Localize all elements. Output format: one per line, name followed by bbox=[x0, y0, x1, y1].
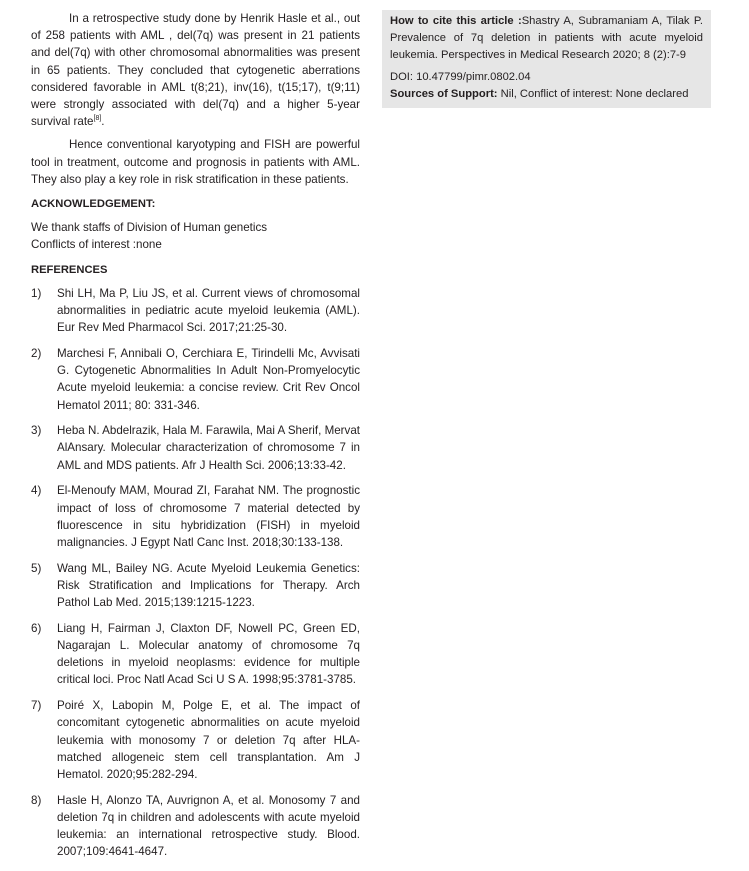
reference-item bbox=[31, 482, 360, 551]
reference-text: Heba N. Abdelrazik, Hala M. Farawila, Mai A Sherif, Mervat AlAnsary. Molecular characterization of chromosome 7 in AML and MDS patients. Afr J Health Sci. 2006;13:33-42. bbox=[57, 424, 360, 472]
reference-item bbox=[31, 560, 360, 612]
sources-of-support bbox=[390, 86, 703, 103]
conflicts-text: Conflicts of interest :none bbox=[31, 238, 162, 252]
how-to-cite bbox=[390, 13, 703, 65]
reference-text: El-Menoufy MAM, Mourad ZI, Farahat NM. The prognostic impact of loss of chromosome 7 material detected by fluorescence in situ hybridization (FISH) in myeloid malignancies. J Egypt Natl Canc Inst. 2018;30:133-138. bbox=[57, 484, 360, 549]
references-list bbox=[31, 285, 360, 861]
cite-text: Shastry A, Subramaniam A, Tilak P. Prevalence of 7q deletion in patients with acute myeloid leukemia. Perspectives in Medical Research 2020; 8 (2):7-9 bbox=[390, 15, 703, 62]
reference-item bbox=[31, 422, 360, 474]
support-label: Sources of Support: bbox=[390, 87, 498, 100]
reference-item bbox=[31, 792, 360, 861]
reference-number: 5) bbox=[31, 561, 42, 575]
reference-number: 8) bbox=[31, 793, 42, 807]
reference-item bbox=[31, 345, 360, 414]
references-heading: REFERENCES bbox=[31, 263, 108, 276]
reference-text: Hasle H, Alonzo TA, Auvrignon A, et al. Monosomy 7 and deletion 7q in children and adolescents with acute myeloid leukemia: an international retrospective study. Blood. 2007;109:4641-4647. bbox=[57, 793, 360, 859]
cite-label: How to cite this article : bbox=[390, 15, 522, 27]
body-paragraph-2: Hence conventional karyotyping and FISH are powerful tool in treatment, outcome and prognosis in patients with AML. They also play a key role in risk stratification in these patients. bbox=[31, 138, 360, 186]
reference-number: 2) bbox=[31, 346, 42, 360]
reference-text: Marchesi F, Annibali O, Cerchiara E, Tirindelli Mc, Avvisati G. Cytogenetic Abnormalities In Adult Non-Promyelocytic Acute myeloid leukemia: a concise review. Crit Rev Oncol Hematol 2011; 80: 331-346. bbox=[57, 346, 360, 412]
citation-marker: [8] bbox=[93, 115, 102, 123]
reference-number: 3) bbox=[31, 424, 42, 438]
reference-number: 6) bbox=[31, 621, 42, 635]
reference-text: Poiré X, Labopin M, Polge E, et al. The impact of concomitant cytogenetic abnormalities on acute myeloid leukemia with monosomy 7 or deletion 7q after HLA-matched allogeneic stem cell transplantation. Am J Hematol. 2020;95:282-294. bbox=[57, 699, 360, 781]
reference-text: Wang ML, Bailey NG. Acute Myeloid Leukemia Genetics: Risk Stratification and Implications for Therapy. Arch Pathol Lab Med. 2015;139:1215-1223. bbox=[57, 561, 360, 610]
reference-text: Liang H, Fairman J, Claxton DF, Nowell PC, Green ED, Nagarajan L. Molecular anatomy of chromosome 7q deletions in myeloid neoplasms: evidence for multiple critical loci. Proc Natl Acad Sci U S A. 1998;95:3781-3785. bbox=[57, 621, 360, 687]
reference-item bbox=[31, 697, 360, 783]
acknowledgement-heading: ACKNOWLEDGEMENT: bbox=[31, 198, 156, 211]
doi-text[interactable]: DOI: 10.47799/pimr.0802.04 bbox=[390, 70, 531, 83]
reference-number: 4) bbox=[31, 484, 42, 498]
reference-number: 1) bbox=[31, 286, 42, 300]
body-paragraph bbox=[31, 10, 360, 130]
acknowledgement-text: We thank staffs of Division of Human genetics bbox=[31, 221, 268, 235]
reference-item bbox=[31, 620, 360, 689]
left-column bbox=[31, 10, 360, 869]
paragraph-text: In a retrospective study done by Henrik Hasle et al., out of 258 patients with AML , del(7q) was present in 21 patients and del(7q) with other chromosomal abnormalities was present in 65 patients. They concluded that cytogenetic aberrations considered favorable in AML t(8;21), inv(16), t(15;17), t(9;11) were strongly associated with del(7q) and a higher 5-year survival rate bbox=[31, 12, 360, 129]
reference-item bbox=[31, 285, 360, 337]
reference-text: Shi LH, Ma P, Liu JS, et al. Current views of chromosomal abnormalities in pediatric acute myeloid leukemia (AML). Eur Rev Med Pharmacol Sci. 2017;21:25-30. bbox=[57, 286, 360, 335]
reference-number: 7) bbox=[31, 699, 42, 713]
support-text: Nil, Conflict of interest: None declared bbox=[497, 87, 689, 100]
citation-box bbox=[382, 10, 711, 108]
paragraph-end: . bbox=[101, 115, 105, 129]
